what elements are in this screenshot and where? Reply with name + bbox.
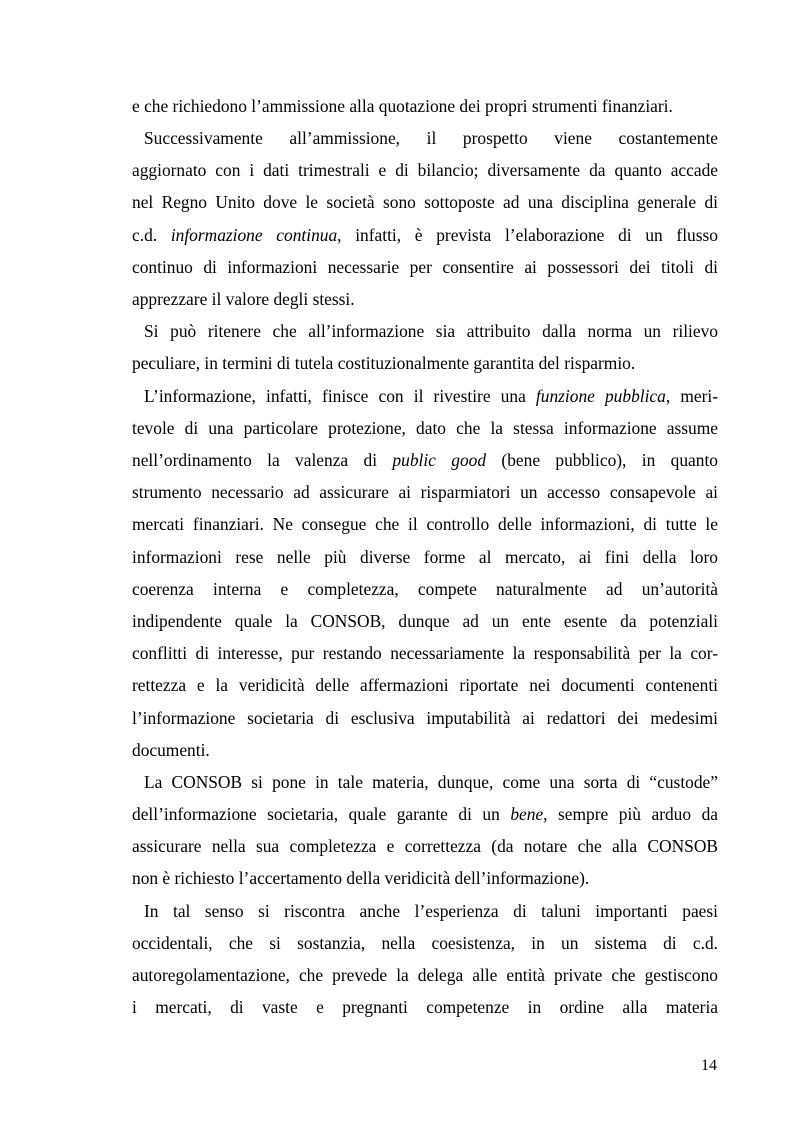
text-line: assicurare nella sua completezza e correttezza (da notare che alla CONSOB bbox=[132, 836, 718, 856]
text-line: nel Regno Unito dove le società sono sottoposte ad una disciplina generale di bbox=[132, 192, 718, 212]
text-line: rettezza e la veridicità delle affermazioni riportate nei documenti contenenti bbox=[132, 675, 718, 695]
text-line: apprezzare il valore degli stessi. bbox=[132, 289, 355, 309]
text-line: nell’ordinamento la valenza di public good (bene pubblico), in quanto bbox=[132, 450, 718, 470]
text-line: c.d. informazione continua, infatti, è prevista l’elaborazione di un flusso bbox=[132, 225, 718, 245]
text-line: Successivamente all’ammissione, il prospetto viene costantemente bbox=[144, 128, 718, 148]
text-line: non è richiesto l’accertamento della veridicità dell’informazione). bbox=[132, 868, 590, 888]
text-line: informazioni rese nelle più diverse forme al mercato, ai fini della loro bbox=[132, 547, 718, 567]
text-line: Si può ritenere che all’informazione sia attribuito dalla norma un rilievo bbox=[144, 321, 718, 341]
text-line: continuo di informazioni necessarie per consentire ai possessori dei titoli di bbox=[132, 257, 718, 277]
text-line: L’informazione, infatti, finisce con il rivestire una funzione pubblica, meri- bbox=[144, 386, 719, 406]
text-line: autoregolamentazione, che prevede la delega alle entità private che gestiscono bbox=[132, 965, 718, 985]
text-line: aggiornato con i dati trimestrali e di bilancio; diversamente da quanto accade bbox=[132, 160, 718, 180]
text-line: occidentali, che si sostanzia, nella coesistenza, in un sistema di c.d. bbox=[132, 933, 718, 953]
text-line: mercati finanziari. Ne consegue che il controllo delle informazioni, di tutte le bbox=[132, 514, 718, 534]
text-line: dell’informazione societaria, quale garante di un bene, sempre più arduo da bbox=[132, 804, 718, 824]
page-number: 14 bbox=[701, 1057, 717, 1074]
text-line: In tal senso si riscontra anche l’esperienza di taluni importanti paesi bbox=[144, 901, 718, 921]
text-line: strumento necessario ad assicurare ai risparmiatori un accesso consapevole ai bbox=[132, 482, 718, 502]
text-line: e che richiedono l’ammissione alla quotazione dei propri strumenti finanziari. bbox=[132, 96, 673, 116]
text-line: documenti. bbox=[132, 740, 210, 760]
text-line: coerenza interna e completezza, compete naturalmente ad un’autorità bbox=[132, 579, 718, 599]
text-line: tevole di una particolare protezione, dato che la stessa informazione assume bbox=[132, 418, 718, 438]
text-line: i mercati, di vaste e pregnanti competenze in ordine alla materia bbox=[132, 997, 718, 1017]
text-line: indipendente quale la CONSOB, dunque ad un ente esente da potenziali bbox=[132, 611, 718, 631]
text-line: l’informazione societaria di esclusiva imputabilità ai redattori dei medesimi bbox=[132, 708, 718, 728]
text-line: peculiare, in termini di tutela costituzionalmente garantita del risparmio. bbox=[132, 353, 636, 373]
text-line: La CONSOB si pone in tale materia, dunque, come una sorta di “custode” bbox=[144, 772, 718, 792]
text-line: conflitti di interesse, pur restando necessariamente la responsabilità per la cor- bbox=[132, 643, 718, 663]
